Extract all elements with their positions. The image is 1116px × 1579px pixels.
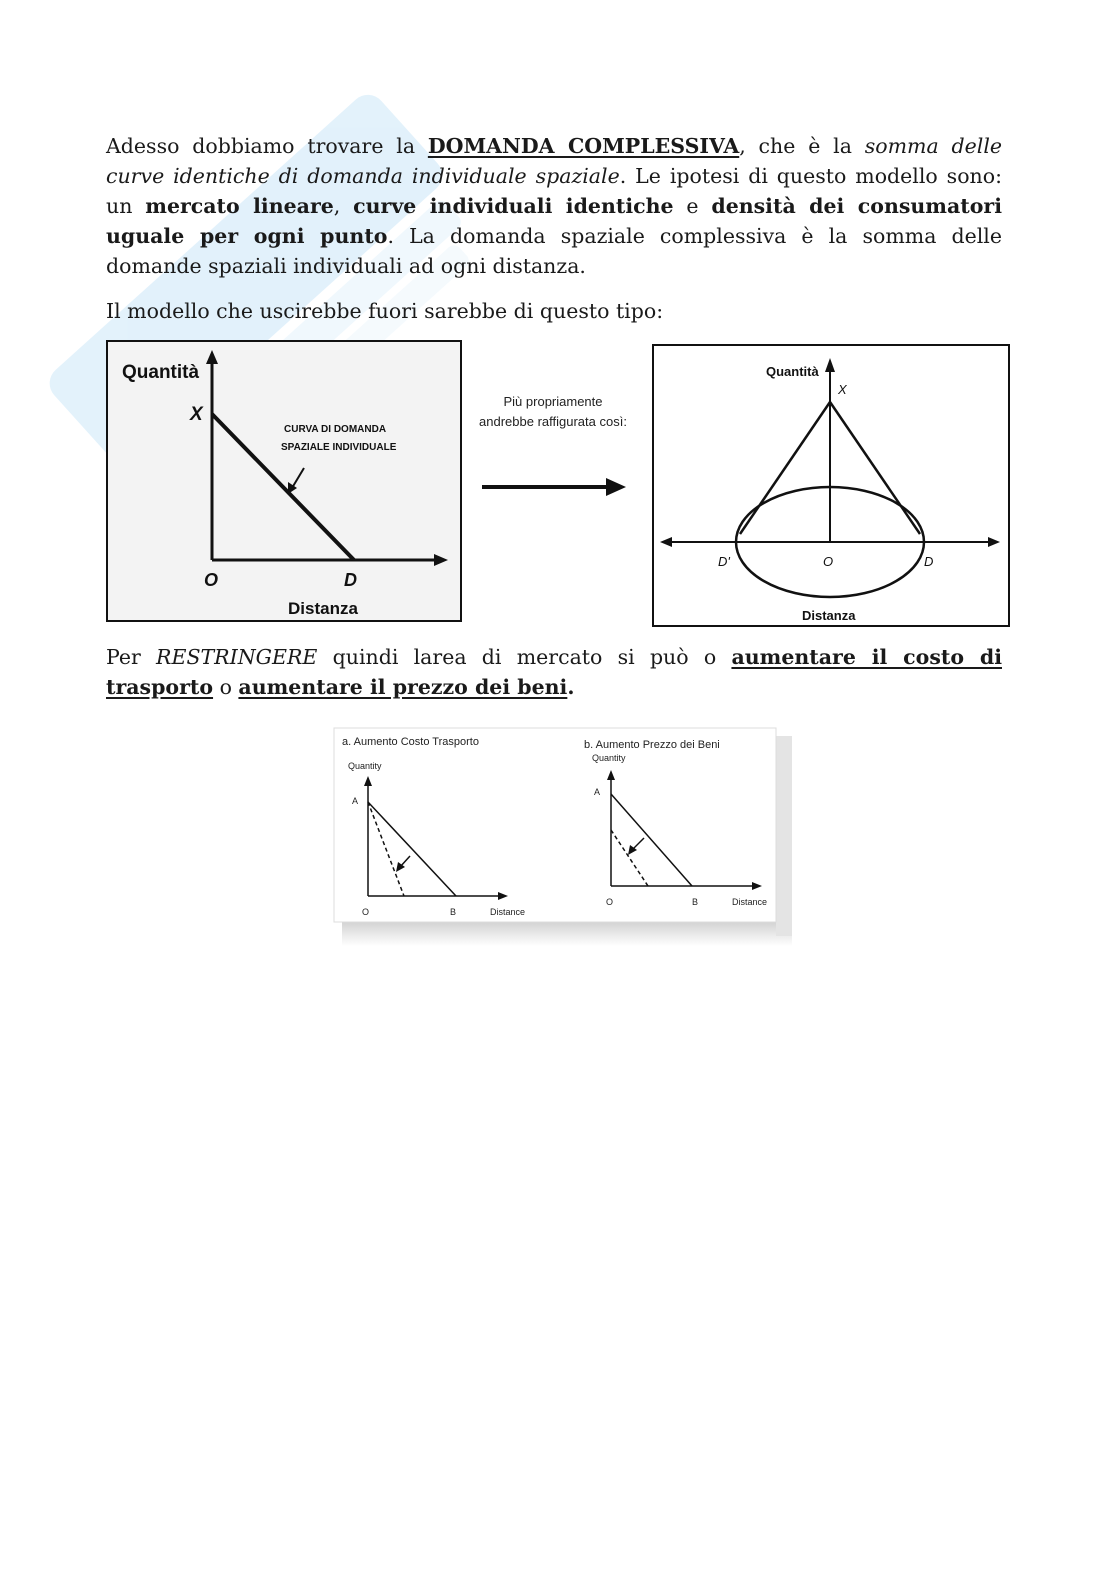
restrict-market-paragraph: Per RESTRINGERE quindi larea di mercato si può o aumentare il costo di trasporto o aumentare il prezzo dei beni.	[106, 645, 1002, 699]
cone-y-axis-label: Quantità	[766, 364, 819, 379]
panel-a-y-label: Quantity	[348, 761, 382, 771]
x-point-label: D	[344, 570, 357, 590]
panel-a-x-point: B	[450, 907, 457, 917]
panel-a-y-point: A	[352, 796, 359, 806]
y-point-label: X	[190, 404, 203, 425]
curve-label-line1: CURVA DI DOMANDA	[284, 424, 387, 435]
panel-b-origin: O	[606, 897, 614, 907]
intro-paragraph: Adesso dobbiamo trovare la DOMANDA COMPLESSIVA, che è la somma delle curve identiche di domanda individuale spaziale. Le ipotesi di questo modello sono: un mercato lineare, curve individuali identiche e densità dei consumatori uguale per ogni punto. La domanda spaziale complessiva è la somma delle domande spaziali individuali ad ogni distanza.	[106, 134, 1003, 278]
panel-b-x-point: B	[692, 897, 699, 907]
aggregate-demand-cone-figure	[652, 344, 1010, 627]
right-arrow	[480, 475, 630, 499]
panel-a-title: a. Aumento Costo Trasporto	[342, 736, 479, 748]
panel-a-origin: O	[362, 907, 370, 917]
panel-b-x-label: Distance	[732, 897, 768, 907]
cone-apex-label: X	[838, 382, 847, 397]
y-axis-label: Quantità	[122, 362, 200, 383]
panel-b-y-point: A	[594, 787, 601, 797]
origin-label: O	[204, 570, 219, 590]
individual-demand-figure	[106, 340, 462, 622]
panel-b-title: b. Aumento Prezzo dei Beni	[584, 739, 720, 751]
curve-label-line2: SPAZIALE INDIVIDUALE	[281, 442, 397, 453]
cone-x-axis-label: Distanza	[802, 608, 856, 623]
x-axis-label: Distanza	[288, 599, 358, 618]
market-restriction-figure	[326, 720, 796, 950]
panel-a-x-label: Distance	[490, 907, 526, 917]
transport-cost-term: aumentare il costo di trasporto	[106, 645, 1002, 699]
model-intro-paragraph: Il modello che uscirebbe fuori sarebbe di questo tipo:	[106, 299, 664, 323]
cone-center-label: O	[823, 554, 834, 569]
panel-b-y-label: Quantity	[592, 753, 626, 763]
price-increase-term: aumentare il prezzo dei beni	[238, 675, 568, 699]
cone-left-point-label: D'	[718, 554, 730, 569]
domanda-complessiva-term: DOMANDA COMPLESSIVA	[427, 134, 740, 158]
cone-right-point-label: D	[924, 554, 934, 569]
arrow-note: Più propriamente andrebbe raffigurata così:	[479, 394, 627, 429]
